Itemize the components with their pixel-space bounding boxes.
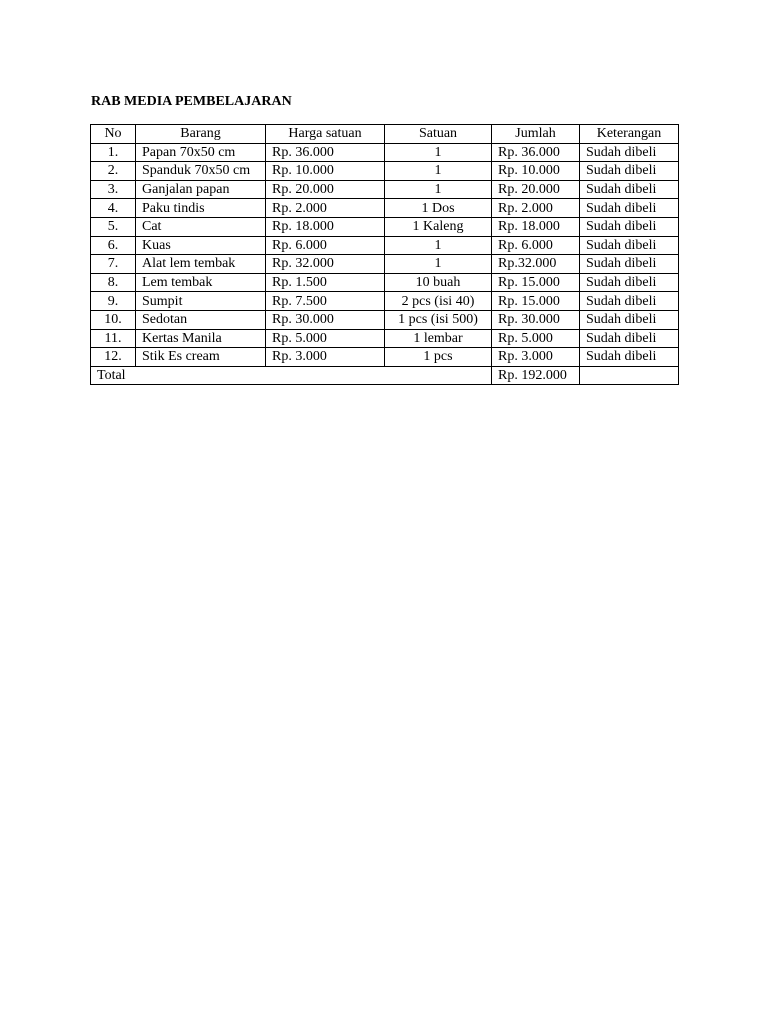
cell-keterangan: Sudah dibeli xyxy=(580,143,679,162)
cell-no: 10. xyxy=(91,310,136,329)
table-row xyxy=(91,273,679,292)
cell-keterangan: Sudah dibeli xyxy=(580,329,679,348)
cell-jumlah: Rp. 10.000 xyxy=(492,162,580,181)
cell-satuan: 10 buah xyxy=(385,273,492,292)
cell-satuan: 1 Dos xyxy=(385,199,492,218)
document-title: RAB MEDIA PEMBELAJARAN xyxy=(91,94,292,109)
cell-jumlah: Rp.32.000 xyxy=(492,255,580,274)
cell-harga-satuan: Rp. 32.000 xyxy=(266,255,385,274)
cell-jumlah: Rp. 20.000 xyxy=(492,180,580,199)
cell-jumlah: Rp. 6.000 xyxy=(492,236,580,255)
table-row xyxy=(91,236,679,255)
cell-no: 6. xyxy=(91,236,136,255)
cell-jumlah: Rp. 5.000 xyxy=(492,329,580,348)
cell-barang: Papan 70x50 cm xyxy=(136,143,266,162)
cell-harga-satuan: Rp. 20.000 xyxy=(266,180,385,199)
cell-jumlah: Rp. 15.000 xyxy=(492,273,580,292)
table-header-row xyxy=(91,125,679,144)
cell-keterangan: Sudah dibeli xyxy=(580,273,679,292)
cell-keterangan: Sudah dibeli xyxy=(580,180,679,199)
cell-barang: Cat xyxy=(136,217,266,236)
cell-jumlah: Rp. 3.000 xyxy=(492,348,580,367)
cell-jumlah: Rp. 30.000 xyxy=(492,310,580,329)
cell-harga-satuan: Rp. 1.500 xyxy=(266,273,385,292)
cell-no: 12. xyxy=(91,348,136,367)
total-row xyxy=(91,366,679,385)
header-keterangan: Keterangan xyxy=(580,125,679,144)
cell-keterangan: Sudah dibeli xyxy=(580,162,679,181)
cell-harga-satuan: Rp. 7.500 xyxy=(266,292,385,311)
cell-barang: Stik Es cream xyxy=(136,348,266,367)
cell-satuan: 1 xyxy=(385,180,492,199)
cell-no: 4. xyxy=(91,199,136,218)
cell-satuan: 1 pcs xyxy=(385,348,492,367)
table-row xyxy=(91,310,679,329)
cell-satuan: 1 pcs (isi 500) xyxy=(385,310,492,329)
cell-no: 11. xyxy=(91,329,136,348)
cell-no: 8. xyxy=(91,273,136,292)
cell-no: 5. xyxy=(91,217,136,236)
cell-keterangan: Sudah dibeli xyxy=(580,310,679,329)
cell-satuan: 1 xyxy=(385,255,492,274)
header-jumlah: Jumlah xyxy=(492,125,580,144)
cell-jumlah: Rp. 15.000 xyxy=(492,292,580,311)
table-row xyxy=(91,162,679,181)
table-row xyxy=(91,348,679,367)
table-row xyxy=(91,292,679,311)
cell-keterangan: Sudah dibeli xyxy=(580,255,679,274)
table-row xyxy=(91,329,679,348)
cell-keterangan: Sudah dibeli xyxy=(580,199,679,218)
cell-harga-satuan: Rp. 36.000 xyxy=(266,143,385,162)
cell-jumlah: Rp. 18.000 xyxy=(492,217,580,236)
cell-keterangan: Sudah dibeli xyxy=(580,348,679,367)
cell-satuan: 1 lembar xyxy=(385,329,492,348)
cell-barang: Spanduk 70x50 cm xyxy=(136,162,266,181)
table-row xyxy=(91,180,679,199)
cell-keterangan: Sudah dibeli xyxy=(580,236,679,255)
cell-satuan: 1 Kaleng xyxy=(385,217,492,236)
cell-jumlah: Rp. 2.000 xyxy=(492,199,580,218)
header-satuan: Satuan xyxy=(385,125,492,144)
cell-barang: Kuas xyxy=(136,236,266,255)
cell-no: 9. xyxy=(91,292,136,311)
table-row xyxy=(91,199,679,218)
cell-harga-satuan: Rp. 10.000 xyxy=(266,162,385,181)
cell-jumlah: Rp. 36.000 xyxy=(492,143,580,162)
cell-barang: Sedotan xyxy=(136,310,266,329)
total-label: Total xyxy=(91,366,492,385)
cell-satuan: 1 xyxy=(385,162,492,181)
cell-barang: Alat lem tembak xyxy=(136,255,266,274)
table-row xyxy=(91,143,679,162)
cell-barang: Ganjalan papan xyxy=(136,180,266,199)
cell-harga-satuan: Rp. 30.000 xyxy=(266,310,385,329)
cell-barang: Sumpit xyxy=(136,292,266,311)
header-harga-satuan: Harga satuan xyxy=(266,125,385,144)
total-keterangan xyxy=(580,366,679,385)
total-jumlah: Rp. 192.000 xyxy=(492,366,580,385)
table-row xyxy=(91,217,679,236)
budget-table xyxy=(90,124,679,385)
header-barang: Barang xyxy=(136,125,266,144)
cell-barang: Paku tindis xyxy=(136,199,266,218)
cell-no: 7. xyxy=(91,255,136,274)
cell-barang: Lem tembak xyxy=(136,273,266,292)
cell-satuan: 2 pcs (isi 40) xyxy=(385,292,492,311)
cell-keterangan: Sudah dibeli xyxy=(580,292,679,311)
cell-no: 1. xyxy=(91,143,136,162)
cell-keterangan: Sudah dibeli xyxy=(580,217,679,236)
cell-harga-satuan: Rp. 3.000 xyxy=(266,348,385,367)
cell-no: 3. xyxy=(91,180,136,199)
header-no: No xyxy=(91,125,136,144)
table-row xyxy=(91,255,679,274)
cell-barang: Kertas Manila xyxy=(136,329,266,348)
cell-harga-satuan: Rp. 6.000 xyxy=(266,236,385,255)
cell-harga-satuan: Rp. 18.000 xyxy=(266,217,385,236)
cell-no: 2. xyxy=(91,162,136,181)
cell-satuan: 1 xyxy=(385,236,492,255)
cell-satuan: 1 xyxy=(385,143,492,162)
cell-harga-satuan: Rp. 2.000 xyxy=(266,199,385,218)
cell-harga-satuan: Rp. 5.000 xyxy=(266,329,385,348)
